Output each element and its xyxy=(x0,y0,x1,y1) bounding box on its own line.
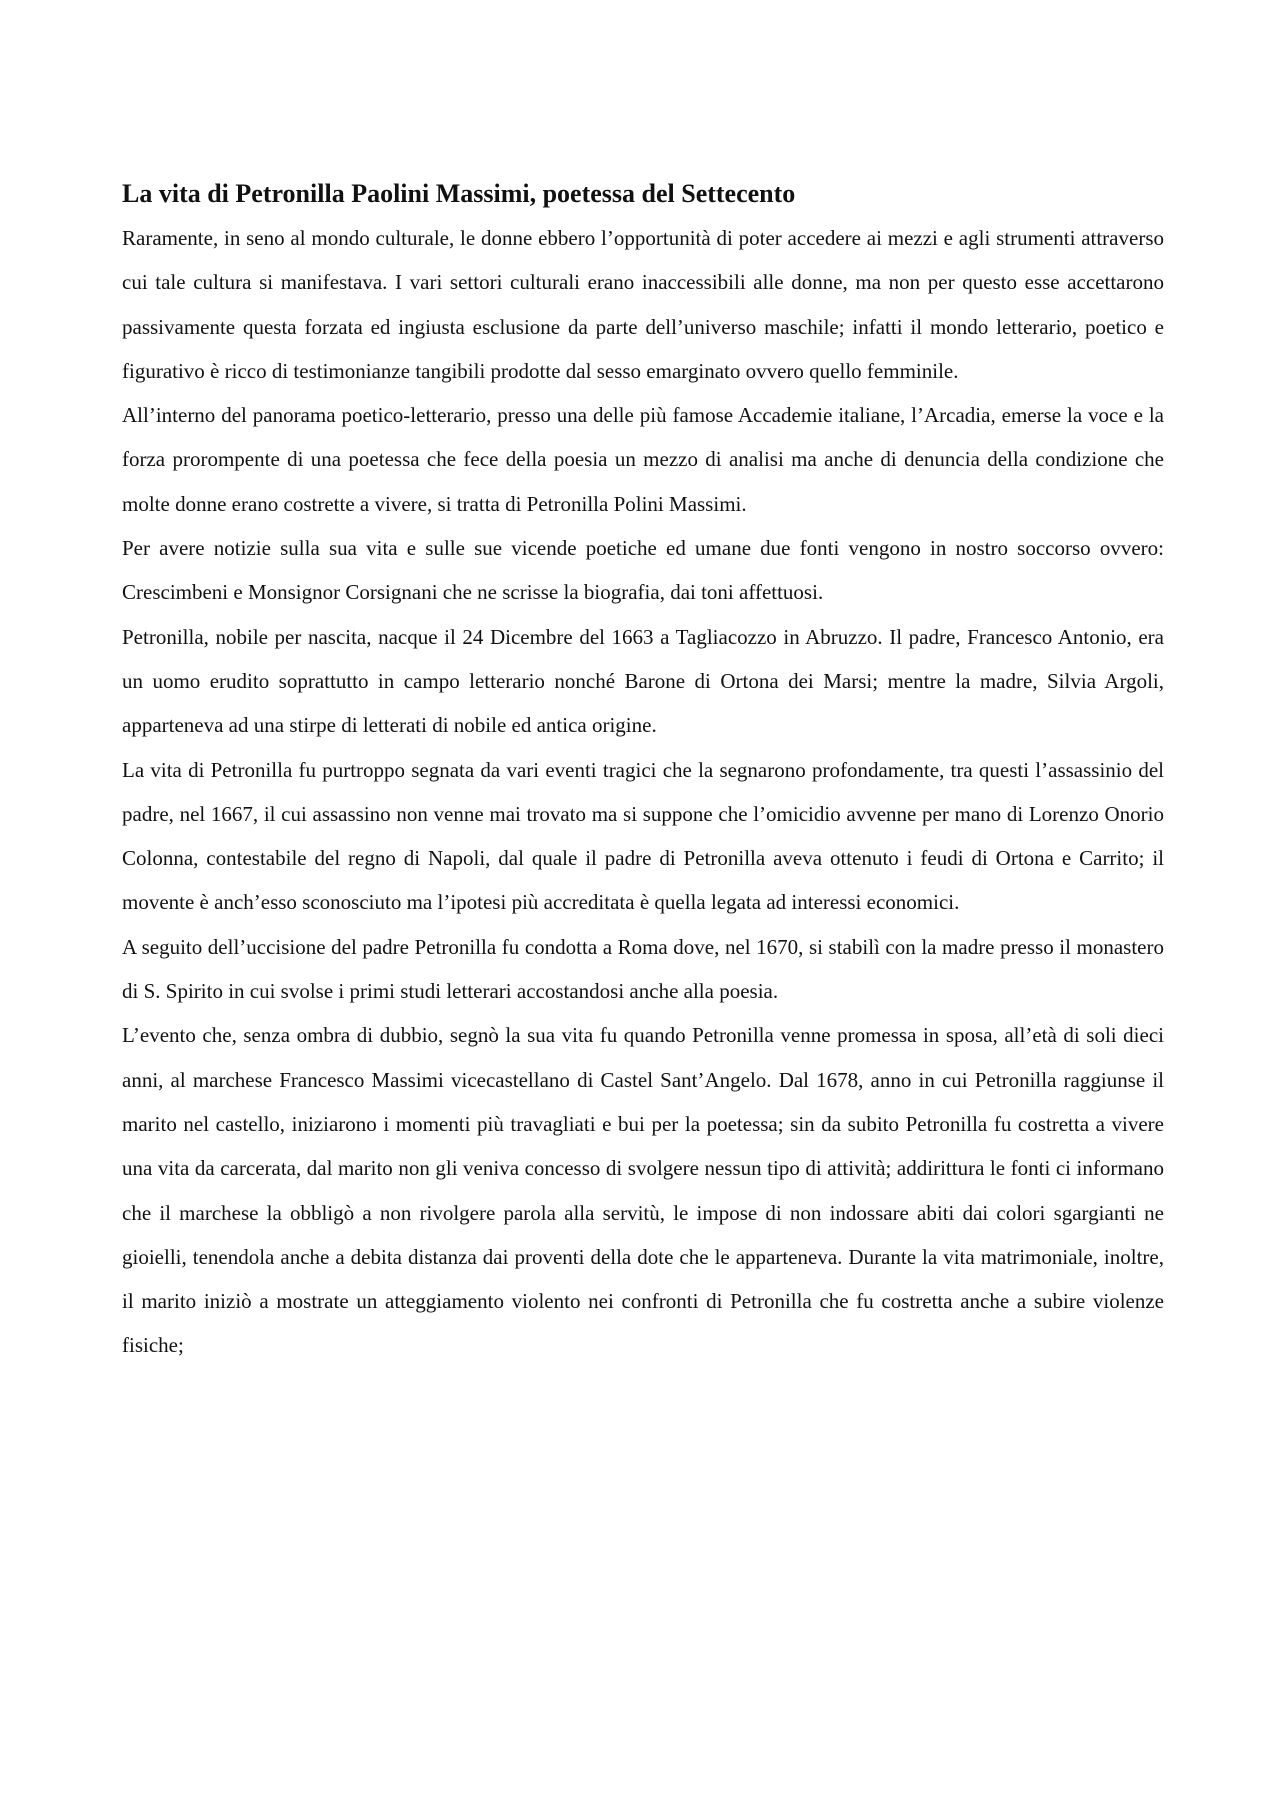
paragraph: A seguito dell’uccisione del padre Petronilla fu condotta a Roma dove, nel 1670, si stabilì con la madre presso il monastero di S. Spirito in cui svolse i primi studi letterari accostandosi anche alla poesia. xyxy=(122,934,1164,1004)
paragraph: Raramente, in seno al mondo culturale, le donne ebbero l’opportunità di poter accedere ai mezzi e agli strumenti attraverso cui tale cultura si manifestava. I vari settori culturali erano inaccessibili alle donne, ma non per questo esse accettarono passivamente questa forzata ed ingiusta esclusione da parte dell’universo maschile; infatti il mondo letterario, poetico e figurativo è ricco di testimonianze tangibili prodotte dal sesso emarginato ovvero quello femminile. xyxy=(122,226,1164,383)
paragraph: L’evento che, senza ombra di dubbio, segnò la sua vita fu quando Petronilla venne promessa in sposa, all’età di soli dieci anni, al marchese Francesco Massimi vicecastellano di Castel Sant’Angelo. Dal 1678, anno in cui Petronilla raggiunse il marito nel castello, iniziarono i momenti più travagliati e bui per la poetessa; sin da subito Petronilla fu costretta a vivere una vita da carcerata, dal marito non gli veniva concesso di svolgere nessun tipo di attività; addirittura le fonti ci informano che il marchese la obbligò a non rivolgere parola alla servitù, le impose di non indossare abiti dai colori sgargianti ne gioielli, tenendola anche a debita distanza dai proventi della dote che le apparteneva. Durante la vita matrimoniale, inoltre, il marito iniziò a mostrate un atteggiamento violento nei confronti di Petronilla che fu costretta anche a subire violenze fisiche; xyxy=(122,1023,1164,1358)
paragraph: Petronilla, nobile per nascita, nacque il 24 Dicembre del 1663 a Tagliacozzo in Abruzzo. Il padre, Francesco Antonio, era un uomo erudito soprattutto in campo letterario nonché Barone di Ortona dei Marsi; mentre la madre, Silvia Argoli, apparteneva ad una stirpe di letterati di nobile ed antica origine. xyxy=(122,624,1164,738)
paragraph: La vita di Petronilla fu purtroppo segnata da vari eventi tragici che la segnarono profondamente, tra questi l’assassinio del padre, nel 1667, il cui assassino non venne mai trovato ma si suppone che l’omicidio avvenne per mano di Lorenzo Onorio Colonna, contestabile del regno di Napoli, dal quale il padre di Petronilla aveva ottenuto i feudi di Ortona e Carrito; il movente è anch’esso sconosciuto ma l’ipotesi più accreditata è quella legata ad interessi economici. xyxy=(122,757,1164,915)
document-title: La vita di Petronilla Paolini Massimi, poetessa del Settecento xyxy=(122,179,796,208)
paragraph: Per avere notizie sulla sua vita e sulle sue vicende poetiche ed umane due fonti vengono in nostro soccorso ovvero: Crescimbeni e Monsignor Corsignani che ne scrisse la biografia, dai toni affettuosi. xyxy=(122,536,1164,605)
document-page xyxy=(122,178,1164,1368)
paragraph: All’interno del panorama poetico-letterario, presso una delle più famose Accademie italiane, l’Arcadia, emerse la voce e la forza prorompente di una poetessa che fece della poesia un mezzo di analisi ma anche di denuncia della condizione che molte donne erano costrette a vivere, si tratta di Petronilla Polini Massimi. xyxy=(122,403,1164,516)
